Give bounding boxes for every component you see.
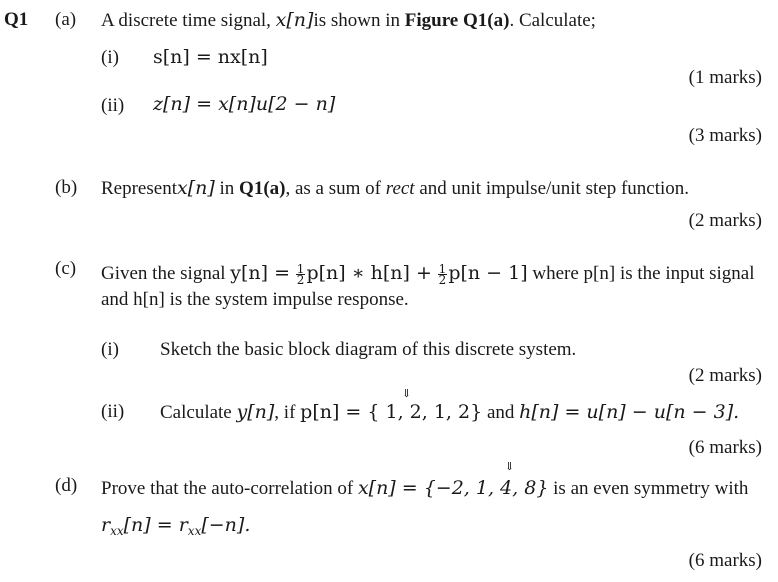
part-a-intro-mid: is shown in bbox=[313, 10, 401, 31]
part-c-i-label: (i) bbox=[101, 339, 119, 360]
part-c-line1-post: where p[n] is the input signal bbox=[532, 263, 755, 284]
part-d-label: (d) bbox=[55, 475, 78, 496]
part-d-text-post: is an even symmetry with bbox=[553, 478, 749, 499]
part-d-mid: [n] = r bbox=[123, 514, 188, 536]
part-a-signal: x[n] bbox=[275, 9, 314, 31]
part-c-eq-part2: p[n − 1] bbox=[448, 262, 528, 284]
down-arrow-icon: ⇓ bbox=[402, 388, 412, 400]
part-b-text-in: in bbox=[219, 178, 235, 199]
part-c-frac-1-den: 2 bbox=[296, 273, 305, 288]
part-c-ii-text-pre: Calculate bbox=[160, 402, 232, 423]
part-c-ii-p: p[n] = { 1, 2, 1, 2} bbox=[300, 401, 483, 423]
part-c-frac-2 bbox=[438, 262, 448, 288]
part-b-marks: (2 marks) bbox=[688, 210, 762, 231]
part-c-frac-1-num: 1 bbox=[296, 262, 305, 277]
part-c-frac-2-den: 2 bbox=[438, 273, 447, 288]
question-label: Q1 bbox=[4, 9, 29, 30]
part-b-text bbox=[101, 177, 689, 200]
part-c-ii-and: and bbox=[486, 402, 515, 423]
part-d-end: [−n]. bbox=[201, 514, 251, 536]
part-d-text-pre: Prove that the auto-correlation of bbox=[101, 478, 354, 499]
part-c-ii-marks: (6 marks) bbox=[688, 437, 762, 458]
part-a-ii-marks: (3 marks) bbox=[688, 125, 762, 146]
part-a-label: (a) bbox=[55, 9, 77, 30]
part-c-frac-1 bbox=[296, 262, 306, 288]
part-a-ii-expr: z[n] = x[n]u[2 − n] bbox=[153, 93, 336, 115]
part-c-line1 bbox=[101, 262, 755, 288]
part-c-ii-y: y[n] bbox=[236, 401, 275, 423]
part-c-i-text: Sketch the basic block diagram of this discrete system. bbox=[160, 339, 577, 360]
part-a-ii-label: (ii) bbox=[101, 95, 125, 116]
part-b-rect: rect bbox=[385, 178, 415, 199]
part-b-signal: x[n] bbox=[176, 177, 215, 199]
part-a-i-expr: s[n] = nx[n] bbox=[153, 46, 268, 68]
part-c-frac-2-num: 1 bbox=[438, 262, 447, 277]
part-c-i-marks: (2 marks) bbox=[688, 365, 762, 386]
part-b-text-pre: Represent bbox=[101, 178, 177, 199]
down-arrow-icon: ⇓ bbox=[505, 461, 515, 473]
part-b-ref: Q1(a) bbox=[239, 178, 286, 199]
part-c-ii-text bbox=[160, 401, 739, 424]
part-c-label: (c) bbox=[55, 258, 77, 279]
part-a-intro-pre: A discrete time signal, bbox=[101, 10, 271, 31]
part-c-ii-label: (ii) bbox=[101, 401, 125, 422]
part-c-line1-pre: Given the signal bbox=[101, 263, 226, 284]
part-d-r1: r bbox=[101, 514, 111, 536]
part-a-figure-ref: Figure Q1(a) bbox=[404, 10, 510, 31]
part-a-i-label: (i) bbox=[101, 47, 119, 68]
part-c-eq-lhs: y[n] = bbox=[230, 262, 291, 284]
part-d-text bbox=[101, 477, 748, 500]
part-c-line2: and h[n] is the system impulse response. bbox=[101, 289, 409, 310]
part-b-text-mid: , as a sum of bbox=[285, 178, 381, 199]
part-d-sub2: xx bbox=[187, 524, 202, 538]
part-d-sub1: xx bbox=[110, 524, 124, 538]
part-b-text-post: and unit impulse/unit step function. bbox=[419, 178, 690, 199]
part-c-eq-part1: p[n] ∗ h[n] + bbox=[306, 262, 432, 284]
part-b-label: (b) bbox=[55, 177, 78, 198]
part-c-ii-text-if: , if bbox=[274, 402, 296, 423]
part-d-marks: (6 marks) bbox=[688, 550, 762, 571]
part-a-intro bbox=[101, 9, 596, 32]
part-a-i-marks: (1 marks) bbox=[688, 67, 762, 88]
part-a-intro-post: . Calculate; bbox=[509, 10, 596, 31]
part-d-signal: x[n] = {−2, 1, 4, 8} bbox=[357, 477, 549, 499]
part-c-ii-h: h[n] = u[n] − u[n − 3]. bbox=[519, 401, 740, 423]
part-d-line2 bbox=[101, 514, 250, 538]
